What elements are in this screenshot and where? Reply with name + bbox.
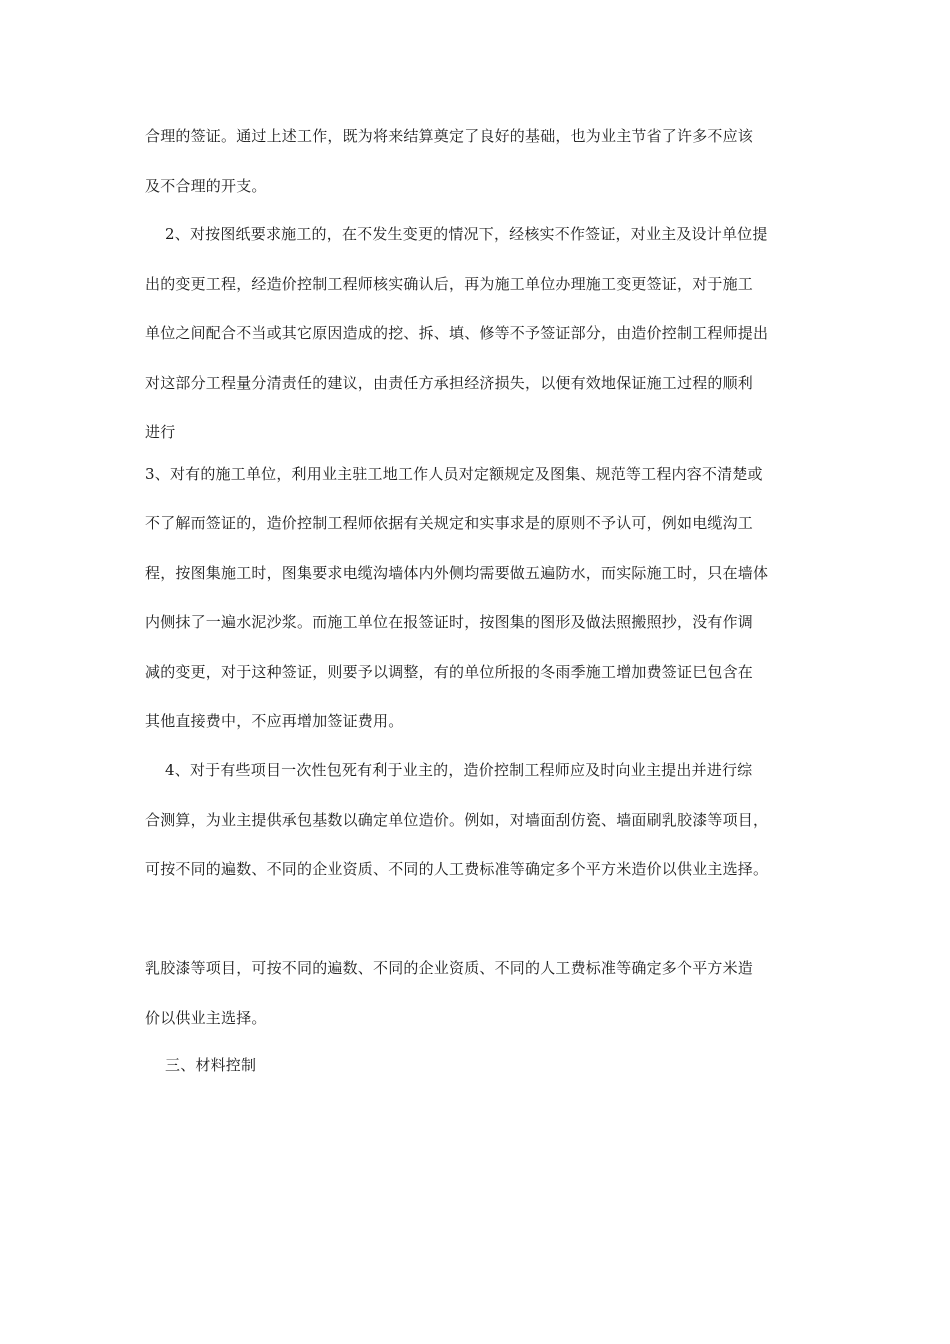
paragraph-line: 不了解而签证的，造价控制工程师依据有关规定和实事求是的原则不予认可，例如电缆沟工: [145, 514, 754, 532]
paragraph-line: 进行: [145, 423, 176, 441]
section-heading: 三、材料控制: [165, 1056, 257, 1074]
paragraph-line: 及不合理的开支。: [145, 177, 267, 195]
paragraph-line: 出的变更工程，经造价控制工程师核实确认后，再为施工单位办理施工变更签证，对于施工: [145, 275, 754, 293]
paragraph-line: 其他直接费中，不应再增加签证费用。: [145, 712, 404, 730]
paragraph-line: 4、对于有些项目一次性包死有利于业主的，造价控制工程师应及时向业主提出并进行综: [165, 761, 753, 779]
paragraph-line: 程，按图集施工时，图集要求电缆沟墙体内外侧均需要做五遍防水，而实际施工时，只在墙体: [145, 564, 769, 582]
paragraph-line: 减的变更，对于这种签证，则要予以调整，有的单位所报的冬雨季施工增加费签证巳包含在: [145, 663, 754, 681]
paragraph-line: 对这部分工程量分清责任的建议，由责任方承担经济损失，以便有效地保证施工过程的顺利: [145, 374, 754, 392]
paragraph-line: 单位之间配合不当或其它原因造成的挖、拆、填、修等不予签证部分，由造价控制工程师提出: [145, 324, 769, 342]
paragraph-line: 合测算，为业主提供承包基数以确定单位造价。例如，对墙面刮仿瓷、墙面刷乳胶漆等项目，: [145, 811, 769, 829]
paragraph-line: 内侧抹了一遍水泥沙浆。而施工单位在报签证时，按图集的图形及做法照搬照抄，没有作调: [145, 613, 754, 631]
paragraph-line: 可按不同的遍数、不同的企业资质、不同的人工费标准等确定多个平方米造价以供业主选择。: [145, 860, 769, 878]
paragraph-line: 3、对有的施工单位，利用业主驻工地工作人员对定额规定及图集、规范等工程内容不清楚或: [145, 465, 763, 483]
paragraph-line: 合理的签证。通过上述工作，既为将来结算奠定了良好的基础，也为业主节省了许多不应该: [145, 127, 754, 145]
paragraph-line: 乳胶漆等项目，可按不同的遍数、不同的企业资质、不同的人工费标准等确定多个平方米造: [145, 959, 754, 977]
paragraph-line: 2、对按图纸要求施工的，在不发生变更的情况下，经核实不作签证，对业主及设计单位提: [165, 225, 768, 243]
paragraph-line: 价以供业主选择。: [145, 1009, 267, 1027]
